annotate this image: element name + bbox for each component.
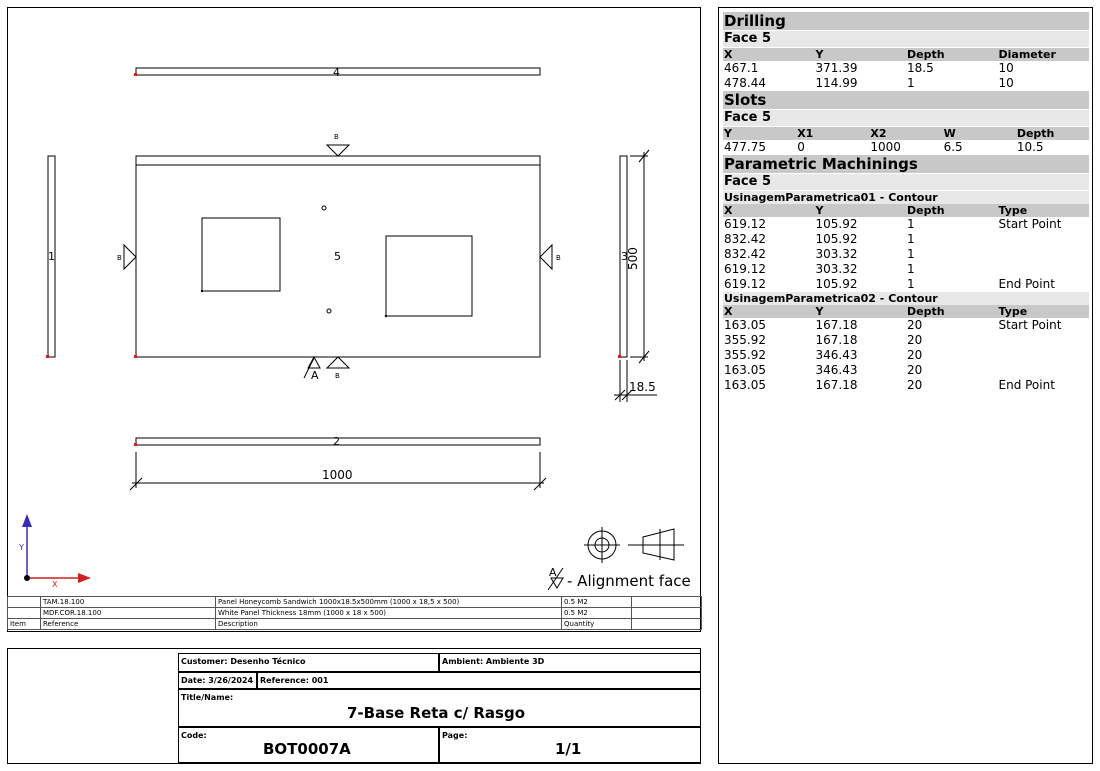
title-value: 7-Base Reta c/ Rasgo: [347, 704, 526, 722]
alignment-face-text: - Alignment face: [567, 572, 691, 590]
section-mark-bottom-label: B: [335, 372, 340, 380]
date-field: Date: 3/26/2024: [178, 672, 257, 689]
thickness-dimension: 18.5: [629, 380, 656, 394]
table-row: 477.75 0 1000 6.5 10.5: [724, 140, 1044, 154]
contour-1-header: X Y Depth Type: [723, 204, 1089, 217]
header-reference: Reference: [41, 619, 216, 630]
height-dimension: 500: [626, 247, 640, 270]
drilling-header: X Y Depth Diameter: [723, 48, 1089, 61]
drill-hole-2: [327, 309, 331, 313]
ambient-field: Ambient: Ambiente 3D: [439, 653, 701, 672]
quantity-cell: 0.5 M2: [562, 608, 632, 619]
table-row: 163.05 346.43 20: [724, 363, 923, 377]
description-cell: White Panel Thickness 18mm (1000 x 18 x 500): [216, 608, 562, 619]
pocket-left: [202, 218, 280, 291]
panel-face-label: 5: [334, 250, 341, 263]
table-row: 355.92 167.18 20: [724, 333, 923, 347]
reference-cell: TAM.18.100: [41, 597, 216, 608]
title-block: [7, 648, 701, 764]
quantity-cell: 0.5 M2: [562, 597, 632, 608]
table-row: 619.12 105.92 1 Start Point: [724, 217, 1062, 231]
table-header-row: [8, 619, 702, 630]
top-edge-label: 4: [333, 66, 340, 79]
left-edge-label: 1: [48, 250, 55, 263]
drilling-title: Drilling: [723, 12, 1089, 30]
technical-drawing: [7, 7, 701, 597]
title-label: Title/Name:: [181, 693, 234, 702]
table-row: [8, 608, 702, 619]
section-mark-right: [540, 245, 552, 269]
page-value: 1/1: [555, 740, 582, 758]
contour-2-name: UsinagemParametrica02 - Contour: [723, 292, 1089, 305]
description-cell: Panel Honeycomb Sandwich 1000x18.5x500mm (1000 x 18,5 x 500): [216, 597, 562, 608]
table-row: [8, 597, 702, 608]
table-row: 355.92 346.43 20: [724, 348, 923, 362]
header-quantity: Quantity: [562, 619, 632, 630]
reference-field: Reference: 001: [257, 672, 701, 689]
slots-header: Y X1 X2 W Depth: [723, 127, 1089, 140]
slots-face: Face 5: [723, 110, 1089, 126]
code-field: [178, 727, 439, 763]
table-row: 832.42 105.92 1: [724, 232, 915, 246]
slots-title: Slots: [723, 91, 1089, 109]
section-mark-right-label: B: [556, 254, 561, 262]
title-field: [178, 689, 701, 727]
items-table: [7, 596, 702, 630]
table-row: 163.05 167.18 20 End Point: [724, 378, 1055, 392]
code-value: BOT0007A: [263, 740, 351, 758]
table-row: 478.44 114.99 1 10: [724, 76, 1014, 90]
section-mark-top-label: B: [334, 133, 339, 141]
contour-1-name: UsinagemParametrica01 - Contour: [723, 191, 1089, 204]
table-row: 832.42 303.32 1: [724, 247, 915, 261]
contour-2-header: X Y Depth Type: [723, 305, 1089, 318]
drilling-face: Face 5: [723, 31, 1089, 47]
section-mark-left-label: B: [117, 254, 122, 262]
section-mark-top: [327, 145, 349, 156]
drill-hole-1: [322, 206, 326, 210]
right-edge-label: 3: [621, 250, 628, 263]
width-dimension: 1000: [322, 468, 353, 482]
table-row: 619.12 105.92 1 End Point: [724, 277, 1055, 291]
axis-y-label: Y: [19, 543, 24, 552]
page-field: [439, 727, 701, 763]
parametric-title: Parametric Machinings: [723, 155, 1089, 173]
machining-report: [723, 12, 1089, 393]
section-mark-left: [124, 245, 136, 269]
page-label: Page:: [442, 731, 468, 740]
table-row: 467.1 371.39 18.5 10: [724, 61, 1014, 75]
axis-x-label: X: [52, 580, 58, 589]
section-mark-bottom: [327, 357, 349, 368]
pocket-right: [386, 236, 472, 316]
bottom-edge-label: 2: [333, 435, 340, 448]
face-a-label: A: [311, 369, 319, 382]
code-label: Code:: [181, 731, 207, 740]
table-row: 619.12 303.32 1: [724, 262, 915, 276]
table-row: 163.05 167.18 20 Start Point: [724, 318, 1062, 332]
header-item: Item: [8, 619, 41, 630]
parametric-face: Face 5: [723, 174, 1089, 190]
alignment-a-letter: A: [549, 566, 557, 579]
customer-field: Customer: Desenho Técnico: [178, 653, 439, 672]
header-description: Description: [216, 619, 562, 630]
reference-cell: MDF.COR.18.100: [41, 608, 216, 619]
